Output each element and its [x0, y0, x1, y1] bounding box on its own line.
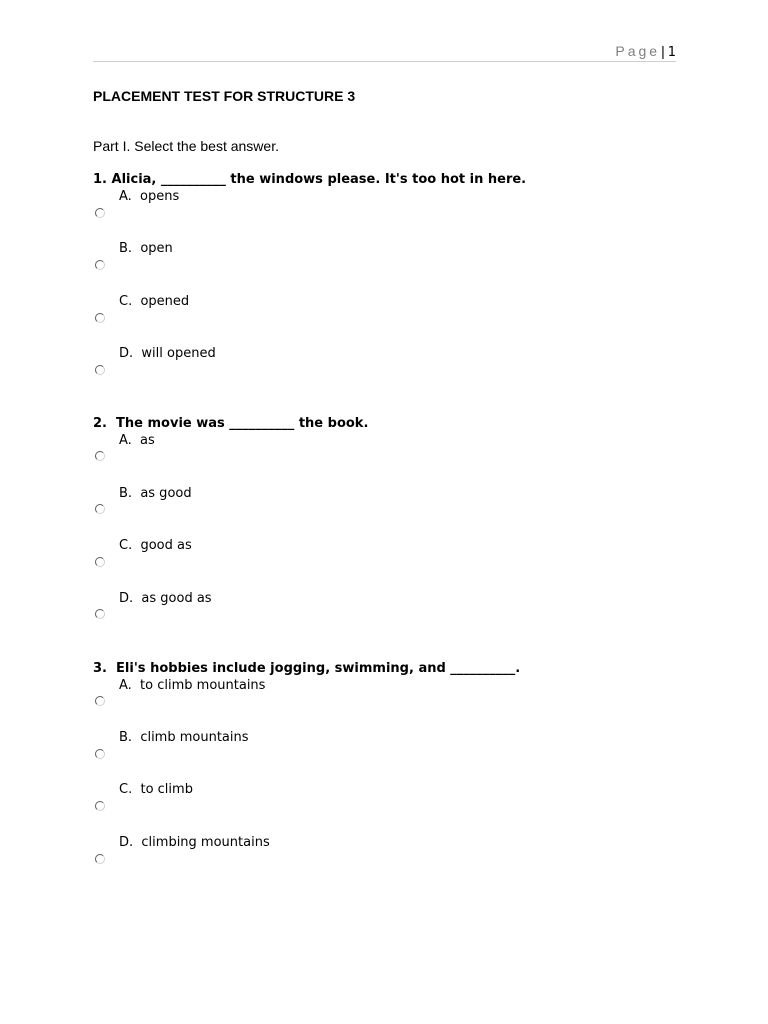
question-3: 3. Eli's hobbies include jogging, swimming, and __________. [93, 661, 521, 676]
q3-option-d-label: D. climbing mountains [119, 835, 270, 850]
page-number: 1 [667, 45, 676, 60]
q3-option-d-radio[interactable] [95, 854, 105, 864]
q1-option-c-radio[interactable] [95, 313, 105, 323]
page-separator: | [661, 43, 665, 59]
q1-option-a-label: A. opens [119, 189, 180, 204]
q2-option-d-radio[interactable] [95, 609, 105, 619]
q3-option-b-radio[interactable] [95, 749, 105, 759]
q2-option-a-radio[interactable] [95, 451, 105, 461]
q3-option-a-radio[interactable] [95, 696, 105, 706]
q3-option-c-label: C. to climb [119, 782, 193, 797]
q1-option-a-radio[interactable] [95, 208, 105, 218]
q2-option-b-radio[interactable] [95, 504, 105, 514]
q2-option-c-label: C. good as [119, 538, 192, 553]
q3-option-b-label: B. climb mountains [119, 730, 249, 745]
q3-option-a-label: A. to climb mountains [119, 678, 266, 693]
q1-option-b-label: B. open [119, 241, 173, 256]
q1-option-d-label: D. will opened [119, 346, 216, 361]
part-instruction: Part I. Select the best answer. [93, 138, 279, 154]
question-1: 1. Alicia, __________ the windows please. It's too hot in here. [93, 172, 527, 187]
q2-option-b-label: B. as good [119, 486, 192, 501]
page-header [93, 41, 676, 62]
page-number-label [615, 43, 676, 60]
q2-option-d-label: D. as good as [119, 591, 212, 606]
page-word: Page [615, 43, 661, 59]
question-2: 2. The movie was __________ the book. [93, 416, 369, 431]
q2-option-c-radio[interactable] [95, 557, 105, 567]
q2-option-a-label: A. as [119, 433, 155, 448]
q1-option-c-label: C. opened [119, 294, 190, 309]
q1-option-d-radio[interactable] [95, 365, 105, 375]
q1-option-b-radio[interactable] [95, 260, 105, 270]
test-title: PLACEMENT TEST FOR STRUCTURE 3 [93, 88, 356, 104]
q3-option-c-radio[interactable] [95, 801, 105, 811]
